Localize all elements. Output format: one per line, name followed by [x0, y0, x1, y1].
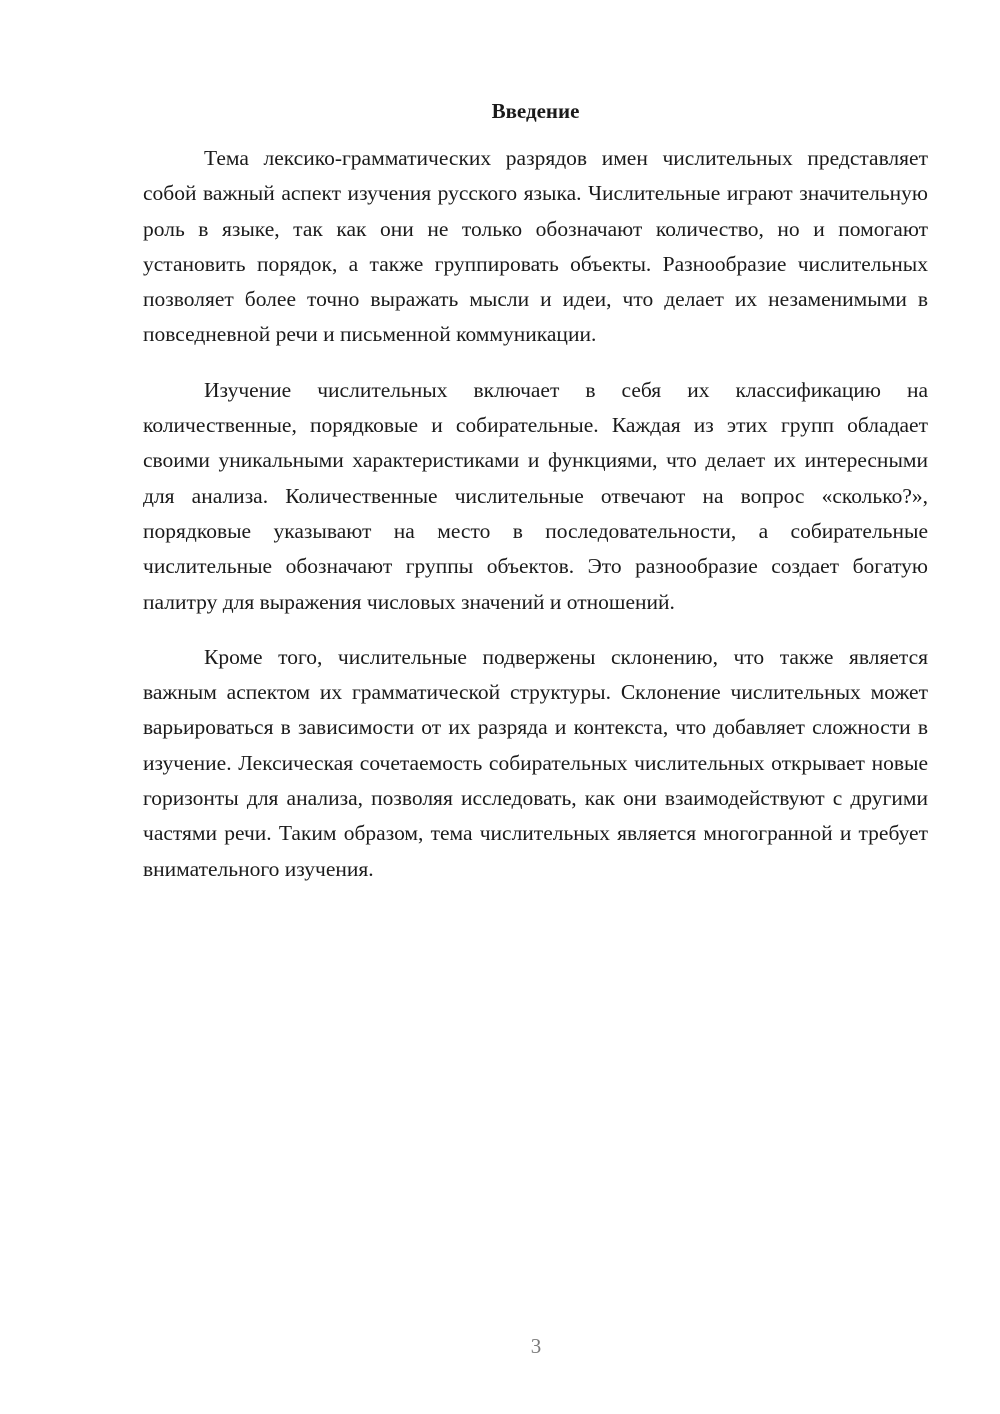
paragraph-3: Кроме того, числительные подвержены склонению, что также является важным аспектом их грамматической структуры. Склонение числительных может варьироваться в зависимости от их разряда и контекста, что добавляет сложности в изучение. Лексическая сочетаемость собирательных числительных открывает новые горизонты для анализа, позволяя исследовать, как они взаимодействуют с другими частями речи. Таким образом, тема числительных является многогранной и требует внимательного изучения. [143, 644, 928, 881]
paragraph-1: Тема лексико-грамматических разрядов имен числительных представляет собой важный аспект изучения русского языка. Числительные играют значительную роль в языке, так как они не только обозначают количество, но и помогают установить порядок, а также группировать объекты. Разнообразие числительных позволяет более точно выражать мысли и идеи, что делает их незаменимыми в повседневной речи и письменной коммуникации. [143, 146, 928, 347]
paragraph-2: Изучение числительных включает в себя их классификацию на количественные, порядковые и собирательные. Каждая из этих групп обладает своими уникальными характеристиками и функциями, что делает их интересными для анализа. Количественные числительные отвечают на вопрос «сколько?», порядковые указывают на место в последовательности, а собирательные числительные обозначают группы объектов. Это разнообразие создает богатую палитру для выражения числовых значений и отношений. [143, 377, 928, 614]
section-title: Введение [491, 99, 580, 123]
page-number: 3 [530, 1334, 542, 1358]
body-text [143, 141, 928, 907]
